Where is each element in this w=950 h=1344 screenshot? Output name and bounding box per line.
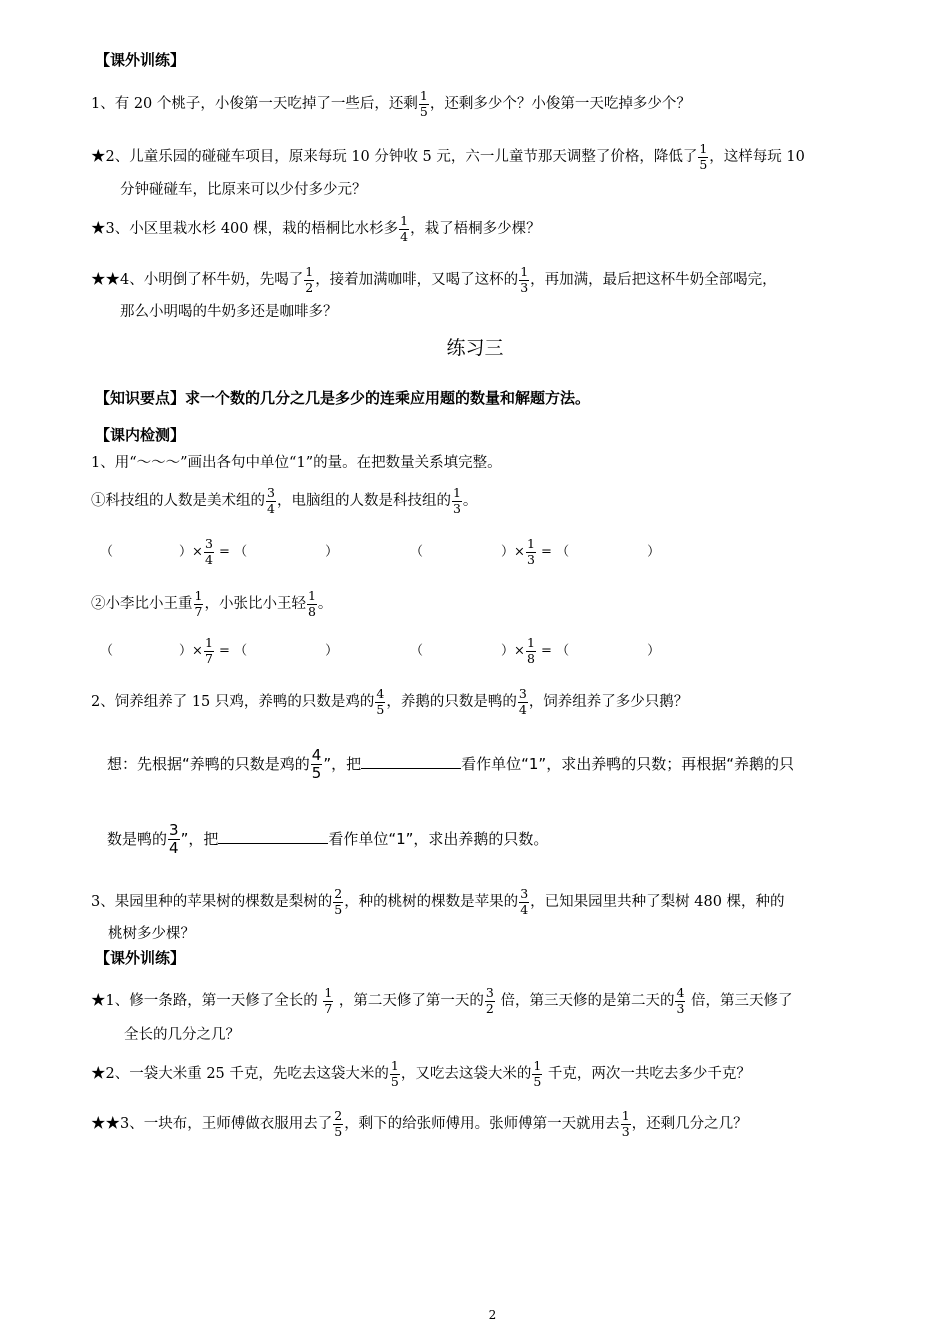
q-text: 1、有 20 个桃子，小俊第一天吃掉了一些后，还剩 (91, 96, 418, 112)
q-text: 看作单位“1”，求出养鹅的只数。 (328, 830, 549, 848)
question-1 (91, 90, 691, 118)
answer-blank[interactable] (361, 752, 461, 769)
fraction: $\frac{4}{5}$ (311, 746, 322, 782)
q-text: ★2、一袋大米重 25 千克，先吃去这袋大米的 (91, 1066, 389, 1082)
page-title: 练习三 (446, 337, 504, 359)
paren: ） (325, 544, 339, 560)
fraction: $\frac{1}{3}$ (526, 536, 535, 567)
paren: （ (556, 544, 570, 560)
extra-question-1 (91, 987, 793, 1015)
q-text: ，还剩多少个？小俊第一天吃掉多少个？ (429, 96, 691, 112)
fraction: $\frac{2}{5}$ (334, 886, 343, 917)
fraction: $\frac{1}{7}$ (324, 985, 333, 1016)
question-4-cont: 那么小明喝的牛奶多还是咖啡多？ (120, 304, 338, 320)
q-text: ”，把 (323, 755, 362, 773)
section-header-extra-1: 【课外训练】 (95, 51, 186, 69)
eq-row-2-right (410, 637, 660, 665)
q-text: ，栽了梧桐多少棵？ (410, 221, 541, 237)
paren: （ (100, 544, 114, 560)
paren: （ (234, 643, 248, 659)
check-question-3 (91, 888, 785, 916)
q-text: ，这样每玩 10 (709, 149, 805, 165)
q-text: ，饲养组养了多少只鹅？ (528, 694, 689, 710)
paren: ） (325, 643, 339, 659)
extra-question-1-cont: 全长的几分之几？ (124, 1027, 240, 1043)
fraction: $\frac{1}{3}$ (520, 264, 529, 295)
q-text: ★3、小区里栽水杉 400 棵，栽的梧桐比水杉多 (91, 221, 399, 237)
equals-sign: = (541, 643, 552, 659)
fraction: $\frac{2}{5}$ (334, 1108, 343, 1139)
fraction: $\frac{1}{5}$ (699, 141, 708, 172)
equals-sign: = (219, 544, 230, 560)
times-sign: × (514, 544, 525, 560)
fraction: $\frac{3}{4}$ (518, 686, 527, 717)
q-text: ，种的桃树的棵数是苹果的 (344, 894, 519, 910)
paren: ） (179, 544, 193, 560)
question-4 (91, 266, 777, 294)
q-text: ★★4、小明倒了杯牛奶，先喝了 (91, 272, 304, 288)
q-text: 数是鸭的 (107, 830, 168, 848)
q-text: ，又吃去这袋大米的 (400, 1066, 532, 1082)
fraction: $\frac{1}{5}$ (533, 1058, 542, 1089)
fraction: $\frac{1}{4}$ (400, 213, 409, 244)
fraction: $\frac{1}{8}$ (526, 635, 535, 666)
fraction: $\frac{1}{5}$ (419, 88, 428, 119)
think-line-2 (107, 823, 548, 856)
check-question-2 (91, 688, 688, 716)
q-text: ★★3、一块布，王师傅做衣服用去了 (91, 1116, 333, 1132)
paren: ） (179, 643, 193, 659)
check-q1-sub1 (91, 487, 477, 515)
q-text: ，还剩几分之几？ (631, 1116, 748, 1132)
knowledge-points (95, 388, 590, 408)
question-2-cont: 分钟碰碰车，比原来可以少付多少元？ (120, 182, 367, 198)
q-text: 。 (317, 596, 333, 612)
q-text: ，养鹅的只数是鸭的 (386, 694, 517, 710)
times-sign: × (192, 544, 203, 560)
q-text: ，再加满，最后把这杯牛奶全部喝完， (530, 272, 777, 288)
points-text: 求一个数的几分之几是多少的连乘应用题的数量和解题方法。 (185, 389, 591, 407)
extra-question-3 (91, 1110, 748, 1138)
equals-sign: = (541, 544, 552, 560)
fraction: $\frac{4}{3}$ (676, 985, 685, 1016)
q-text: 倍，第三天修了 (691, 993, 793, 1009)
fraction: $\frac{3}{4}$ (267, 485, 275, 516)
q-text: 。 (462, 493, 478, 509)
paren: （ (410, 544, 424, 560)
q-text: 倍，第三天修的是第二天的 (500, 993, 675, 1009)
answer-blank[interactable] (218, 827, 328, 844)
paren: ） (501, 643, 515, 659)
page-number: 2 (488, 1308, 497, 1322)
times-sign: × (514, 643, 525, 659)
paren: ） (647, 544, 661, 560)
q-text: ”，把 (180, 830, 219, 848)
question-2 (91, 143, 805, 171)
fraction: $\frac{1}{3}$ (452, 485, 461, 516)
eq-row-1-right (410, 538, 660, 566)
times-sign: × (192, 643, 203, 659)
fraction: $\frac{3}{4}$ (520, 886, 529, 917)
check-question-1: 1、用“～～～”画出各句中单位“1”的量。在把数量关系填完整。 (91, 455, 502, 471)
question-3 (91, 215, 541, 243)
fraction: $\frac{1}{7}$ (194, 588, 203, 619)
q-text: ★2、儿童乐园的碰碰车项目，原来每玩 10 分钟收 5 元，六一儿童节那天调整了价格，降低了 (91, 149, 698, 165)
section-header-extra-2: 【课外训练】 (95, 949, 186, 967)
think-line-1 (107, 748, 794, 781)
paren: ） (501, 544, 515, 560)
check-question-3-cont: 桃树多少棵？ (108, 926, 195, 942)
extra-question-2 (91, 1060, 751, 1088)
fraction: $\frac{1}{5}$ (390, 1058, 399, 1089)
q-text: ，已知果园里共种了梨树 480 棵，种的 (530, 894, 785, 910)
check-q1-sub2 (91, 590, 332, 618)
q-text: ，接着加满咖啡，又喝了这杯的 (315, 272, 519, 288)
q-text: ②小李比小王重 (91, 596, 193, 612)
paren: ） (647, 643, 661, 659)
section-header-inclass: 【课内检测】 (95, 426, 186, 444)
q-text: 想：先根据“养鸭的只数是鸡的 (107, 755, 310, 773)
paren: （ (100, 643, 114, 659)
q-text: ①科技组的人数是美术组的 (91, 493, 265, 509)
fraction: $\frac{3}{2}$ (485, 985, 494, 1016)
fraction: $\frac{1}{7}$ (204, 635, 213, 666)
fraction: $\frac{1}{3}$ (621, 1108, 630, 1139)
paren: （ (410, 643, 424, 659)
eq-row-1-left (100, 538, 338, 566)
paren: （ (556, 643, 570, 659)
eq-row-2-left (100, 637, 338, 665)
fraction: $\frac{3}{4}$ (204, 536, 213, 567)
q-text: ★1、修一条路，第一天修了全长的 (91, 993, 318, 1009)
fraction: $\frac{1}{2}$ (305, 264, 314, 295)
q-text: ，小张比小王轻 (204, 596, 306, 612)
q-text: ，剩下的给张师傅用。张师傅第一天就用去 (344, 1116, 620, 1132)
paren: （ (234, 544, 248, 560)
q-text: 看作单位“1”，求出养鸭的只数；再根据“养鹅的只 (461, 755, 794, 773)
q-text: 2、饲养组养了 15 只鸡，养鸭的只数是鸡的 (91, 694, 375, 710)
points-label: 【知识要点】 (95, 389, 186, 407)
fraction: $\frac{1}{8}$ (307, 588, 316, 619)
q-text: ，电脑组的人数是科技组的 (276, 493, 451, 509)
fraction: $\frac{4}{5}$ (376, 686, 385, 717)
q-text: 3、果园里种的苹果树的棵数是梨树的 (91, 894, 333, 910)
fraction: $\frac{3}{4}$ (169, 821, 179, 857)
equals-sign: = (219, 643, 230, 659)
q-text: ，第二天修了第一天的 (338, 993, 484, 1009)
q-text: 千克，两次一共吃去多少千克？ (547, 1066, 751, 1082)
